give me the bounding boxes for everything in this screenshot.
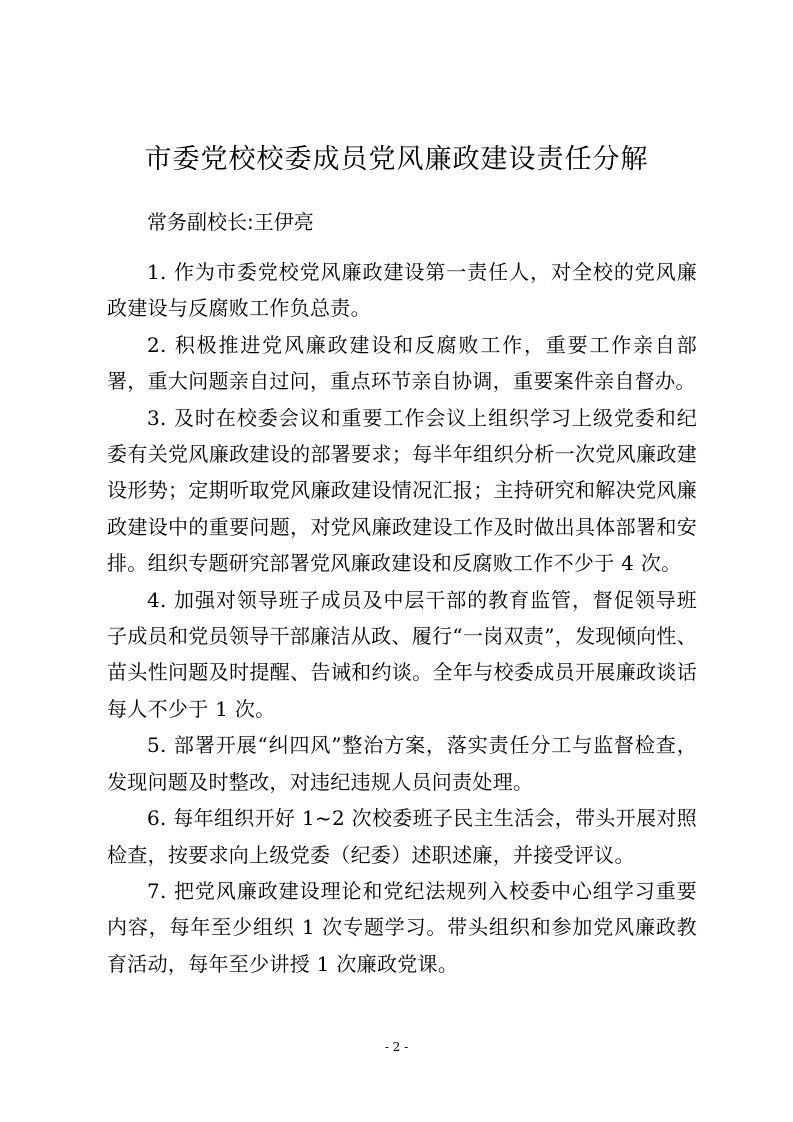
paragraph-7: 7. 把党风廉政建设理论和党纪法规列入校委中心组学习重要内容，每年至少组织 1 次专题学习。带头组织和参加党风廉政教育活动，每年至少讲授 1 次廉政党课。 (107, 878, 697, 976)
paragraph-5: 5. 部署开展“纠四风”整治方案，落实责任分工与监督检查，发现问题及时整改，对违纪违规人员问责处理。 (107, 733, 697, 794)
paragraph-1: 1. 作为市委党校党风廉政建设第一责任人，对全校的党风廉政建设与反腐败工作负总责。 (107, 260, 697, 321)
page-number: - 2 - (384, 1040, 409, 1054)
paragraph-2: 2. 积极推进党风廉政建设和反腐败工作，重要工作亲自部署，重大问题亲自过问，重点环节亲自协调，重要案件亲自督办。 (107, 332, 697, 394)
paragraph-4: 4. 加强对领导班子成员及中层干部的教育监管，督促领导班子成员和党员领导干部廉洁从政、履行“一岗双责”，发现倾向性、苗头性问题及时提醒、告诫和约谈。全年与校委成员开展廉政谈话每人不少于 1 次。 (107, 587, 697, 721)
paragraph-3: 3. 及时在校委会议和重要工作会议上组织学习上级党委和纪委有关党风廉政建设的部署要求；每半年组织分析一次党风廉政建设形势；定期听取党风廉政建设情况汇报；主持研究和解决党风廉政建设中的重要问题，对党风廉政建设工作及时做出具体部署和安排。组织专题研究部署党风廉政建设和反腐败工作不少于 4 次。 (107, 405, 697, 576)
document-subtitle: 常务副校长:王伊亮 (147, 210, 314, 234)
paragraph-6: 6. 每年组织开好 1~2 次校委班子民主生活会，带头开展对照检查，按要求向上级党委（纪委）述职述廉，并接受评议。 (107, 806, 697, 867)
document-body (107, 254, 697, 982)
document-title: 市委党校校委成员党风廉政建设责任分解 (144, 144, 649, 175)
